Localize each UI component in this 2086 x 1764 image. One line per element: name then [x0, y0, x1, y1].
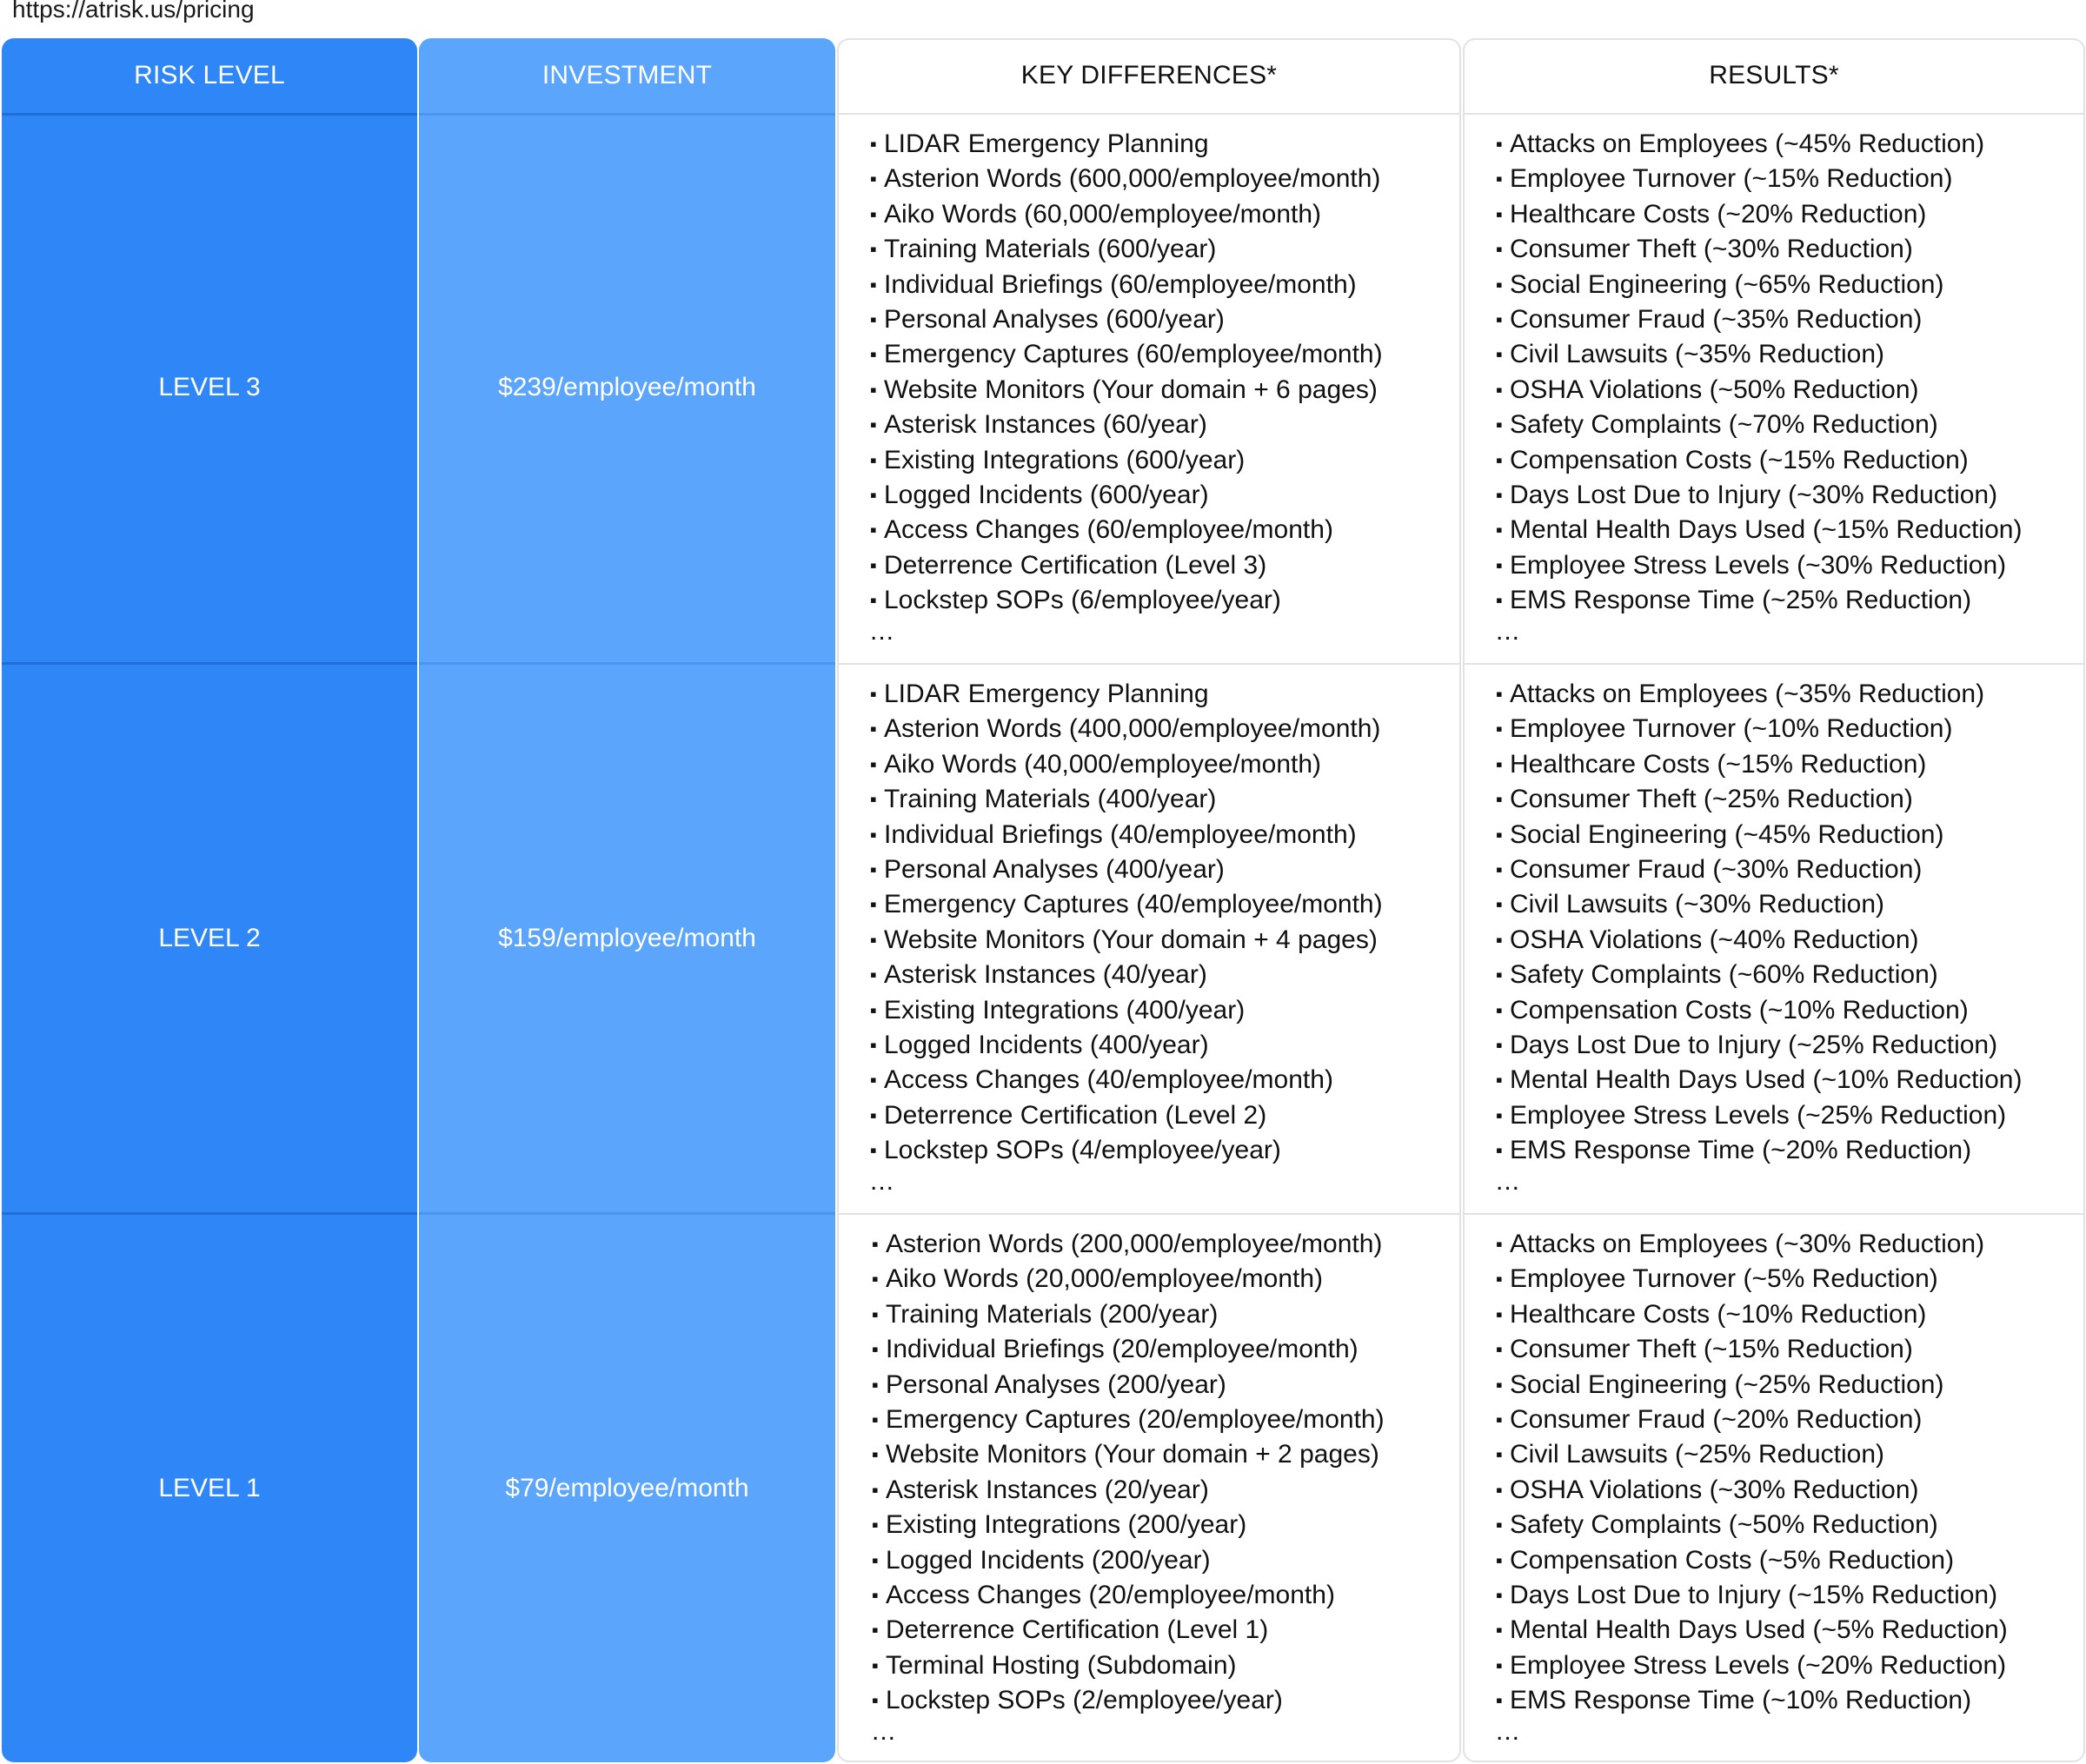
risk-level-cell-level-3: LEVEL 3 [158, 373, 261, 401]
key-differences-list-level-2 [870, 677, 1383, 1195]
key-difference-item: ▪ Training Materials (600/year) [870, 232, 1383, 267]
key-difference-item: ▪ Deterrence Certification (Level 3) [870, 548, 1383, 583]
result-item: ▪ EMS Response Time (~25% Reduction) [1496, 583, 2022, 618]
key-difference-item: ▪ Access Changes (20/employee/month) [872, 1578, 1385, 1613]
result-item: ▪ Healthcare Costs (~15% Reduction) [1496, 747, 2022, 782]
investment-header: INVESTMENT [419, 38, 835, 116]
page-url: https://atrisk.us/pricing [12, 0, 255, 23]
key-difference-item: ▪ Website Monitors (Your domain + 6 pages) [870, 373, 1383, 408]
row-divider [839, 1213, 1459, 1215]
result-item: ▪ Employee Turnover (~10% Reduction) [1496, 712, 2022, 746]
key-difference-item: ▪ Existing Integrations (400/year) [870, 993, 1383, 1028]
results-list-level-2 [1496, 677, 2022, 1195]
more-indicator: ... [1496, 616, 1521, 646]
result-item: ▪ Consumer Fraud (~30% Reduction) [1496, 852, 2022, 887]
investment-cell-level-3: $239/employee/month [498, 373, 756, 401]
key-difference-item: ▪ Lockstep SOPs (2/employee/year) [872, 1683, 1385, 1718]
result-item: ▪ OSHA Violations (~30% Reduction) [1496, 1473, 2008, 1508]
result-item: ▪ Consumer Theft (~30% Reduction) [1496, 232, 2022, 267]
key-difference-item: ▪ Lockstep SOPs (4/employee/year) [870, 1133, 1383, 1168]
key-difference-item: ▪ Asterisk Instances (40/year) [870, 958, 1383, 992]
result-item: ▪ Safety Complaints (~70% Reduction) [1496, 408, 2022, 442]
result-item: ▪ Employee Turnover (~5% Reduction) [1496, 1262, 2008, 1296]
row-divider [1465, 1213, 2083, 1215]
more-indicator: ... [1496, 1716, 1521, 1746]
result-item: ▪ Mental Health Days Used (~5% Reduction) [1496, 1613, 2008, 1648]
result-item: ▪ Consumer Fraud (~20% Reduction) [1496, 1403, 2008, 1437]
key-differences-list-level-1 [872, 1227, 1385, 1745]
key-difference-item: ▪ Access Changes (60/employee/month) [870, 513, 1383, 547]
result-item: ▪ OSHA Violations (~40% Reduction) [1496, 923, 2022, 958]
key-difference-item: ▪ Training Materials (400/year) [870, 782, 1383, 817]
key-difference-item: ▪ Personal Analyses (400/year) [870, 852, 1383, 887]
result-item: ▪ Social Engineering (~45% Reduction) [1496, 818, 2022, 852]
result-item: ▪ Employee Stress Levels (~25% Reduction) [1496, 1098, 2022, 1133]
result-item: ▪ Attacks on Employees (~45% Reduction) [1496, 127, 2022, 162]
result-item: ▪ Days Lost Due to Injury (~15% Reduction) [1496, 1578, 2008, 1613]
key-differences-header: KEY DIFFERENCES* [839, 38, 1459, 115]
more-indicator: ... [870, 616, 895, 646]
key-differences-list-level-3 [870, 127, 1383, 645]
result-item: ▪ Consumer Theft (~25% Reduction) [1496, 782, 2022, 817]
key-difference-item: ▪ Asterion Words (600,000/employee/month) [870, 162, 1383, 196]
key-difference-item: ▪ Asterion Words (200,000/employee/month) [872, 1227, 1385, 1262]
result-item: ▪ Consumer Fraud (~35% Reduction) [1496, 302, 2022, 337]
key-difference-item: ▪ Individual Briefings (40/employee/month) [870, 818, 1383, 852]
result-item: ▪ OSHA Violations (~50% Reduction) [1496, 373, 2022, 408]
result-item: ▪ Safety Complaints (~50% Reduction) [1496, 1508, 2008, 1542]
result-item: ▪ Attacks on Employees (~35% Reduction) [1496, 677, 2022, 712]
key-difference-item: ▪ LIDAR Emergency Planning [870, 677, 1383, 712]
result-item: ▪ Civil Lawsuits (~30% Reduction) [1496, 887, 2022, 922]
investment-column [419, 38, 835, 1762]
result-item: ▪ EMS Response Time (~20% Reduction) [1496, 1133, 2022, 1168]
key-difference-item: ▪ Aiko Words (20,000/employee/month) [872, 1262, 1385, 1296]
more-indicator: ... [872, 1716, 897, 1746]
results-header: RESULTS* [1465, 38, 2083, 115]
result-item: ▪ Mental Health Days Used (~15% Reduction) [1496, 513, 2022, 547]
risk-level-cell-level-2: LEVEL 2 [158, 924, 261, 952]
more-indicator: ... [870, 1166, 895, 1196]
more-indicator: ... [1496, 1166, 1521, 1196]
key-difference-item: ▪ Terminal Hosting (Subdomain) [872, 1648, 1385, 1683]
key-difference-item: ▪ Training Materials (200/year) [872, 1297, 1385, 1332]
key-difference-item: ▪ Emergency Captures (20/employee/month) [872, 1403, 1385, 1437]
key-difference-item: ▪ Asterisk Instances (60/year) [870, 408, 1383, 442]
key-difference-item: ▪ Emergency Captures (40/employee/month) [870, 887, 1383, 922]
result-item: ▪ Mental Health Days Used (~10% Reduction) [1496, 1063, 2022, 1098]
result-item: ▪ Social Engineering (~65% Reduction) [1496, 268, 2022, 302]
result-item: ▪ Employee Stress Levels (~20% Reduction) [1496, 1648, 2008, 1683]
key-difference-item: ▪ Deterrence Certification (Level 2) [870, 1098, 1383, 1133]
key-difference-item: ▪ Individual Briefings (20/employee/month) [872, 1332, 1385, 1367]
result-item: ▪ Compensation Costs (~15% Reduction) [1496, 443, 2022, 478]
result-item: ▪ Social Engineering (~25% Reduction) [1496, 1368, 2008, 1403]
key-difference-item: ▪ Logged Incidents (400/year) [870, 1028, 1383, 1063]
key-difference-item: ▪ Website Monitors (Your domain + 2 pages) [872, 1437, 1385, 1472]
key-difference-item: ▪ Existing Integrations (200/year) [872, 1508, 1385, 1542]
key-difference-item: ▪ Personal Analyses (200/year) [872, 1368, 1385, 1403]
result-item: ▪ EMS Response Time (~10% Reduction) [1496, 1683, 2008, 1718]
key-difference-item: ▪ Aiko Words (60,000/employee/month) [870, 197, 1383, 232]
result-item: ▪ Safety Complaints (~60% Reduction) [1496, 958, 2022, 992]
key-difference-item: ▪ Deterrence Certification (Level 1) [872, 1613, 1385, 1648]
key-difference-item: ▪ Logged Incidents (200/year) [872, 1543, 1385, 1578]
investment-cell-level-2: $159/employee/month [498, 924, 756, 952]
key-difference-item: ▪ Asterisk Instances (20/year) [872, 1473, 1385, 1508]
results-list-level-1 [1496, 1227, 2008, 1745]
key-difference-item: ▪ Asterion Words (400,000/employee/month) [870, 712, 1383, 746]
result-item: ▪ Employee Turnover (~15% Reduction) [1496, 162, 2022, 196]
risk-level-cell-level-1: LEVEL 1 [158, 1474, 261, 1502]
result-item: ▪ Attacks on Employees (~30% Reduction) [1496, 1227, 2008, 1262]
key-differences-column [837, 38, 1461, 1762]
key-difference-item: ▪ Website Monitors (Your domain + 4 pages) [870, 923, 1383, 958]
key-difference-item: ▪ Logged Incidents (600/year) [870, 478, 1383, 513]
row-divider [839, 663, 1459, 665]
key-difference-item: ▪ Lockstep SOPs (6/employee/year) [870, 583, 1383, 618]
result-item: ▪ Consumer Theft (~15% Reduction) [1496, 1332, 2008, 1367]
result-item: ▪ Days Lost Due to Injury (~30% Reduction) [1496, 478, 2022, 513]
result-item: ▪ Civil Lawsuits (~35% Reduction) [1496, 337, 2022, 372]
key-difference-item: ▪ Access Changes (40/employee/month) [870, 1063, 1383, 1098]
result-item: ▪ Employee Stress Levels (~30% Reduction) [1496, 548, 2022, 583]
key-difference-item: ▪ Personal Analyses (600/year) [870, 302, 1383, 337]
investment-cell-level-1: $79/employee/month [505, 1474, 749, 1502]
key-difference-item: ▪ LIDAR Emergency Planning [870, 127, 1383, 162]
key-difference-item: ▪ Aiko Words (40,000/employee/month) [870, 747, 1383, 782]
row-divider [1465, 663, 2083, 665]
results-list-level-3 [1496, 127, 2022, 645]
result-item: ▪ Compensation Costs (~5% Reduction) [1496, 1543, 2008, 1578]
key-difference-item: ▪ Emergency Captures (60/employee/month) [870, 337, 1383, 372]
result-item: ▪ Compensation Costs (~10% Reduction) [1496, 993, 2022, 1028]
result-item: ▪ Healthcare Costs (~20% Reduction) [1496, 197, 2022, 232]
result-item: ▪ Days Lost Due to Injury (~25% Reduction) [1496, 1028, 2022, 1063]
key-difference-item: ▪ Existing Integrations (600/year) [870, 443, 1383, 478]
risk-level-header: RISK LEVEL [2, 38, 417, 116]
result-item: ▪ Civil Lawsuits (~25% Reduction) [1496, 1437, 2008, 1472]
results-column [1463, 38, 2085, 1762]
key-difference-item: ▪ Individual Briefings (60/employee/month) [870, 268, 1383, 302]
risk-level-column [2, 38, 417, 1762]
result-item: ▪ Healthcare Costs (~10% Reduction) [1496, 1297, 2008, 1332]
